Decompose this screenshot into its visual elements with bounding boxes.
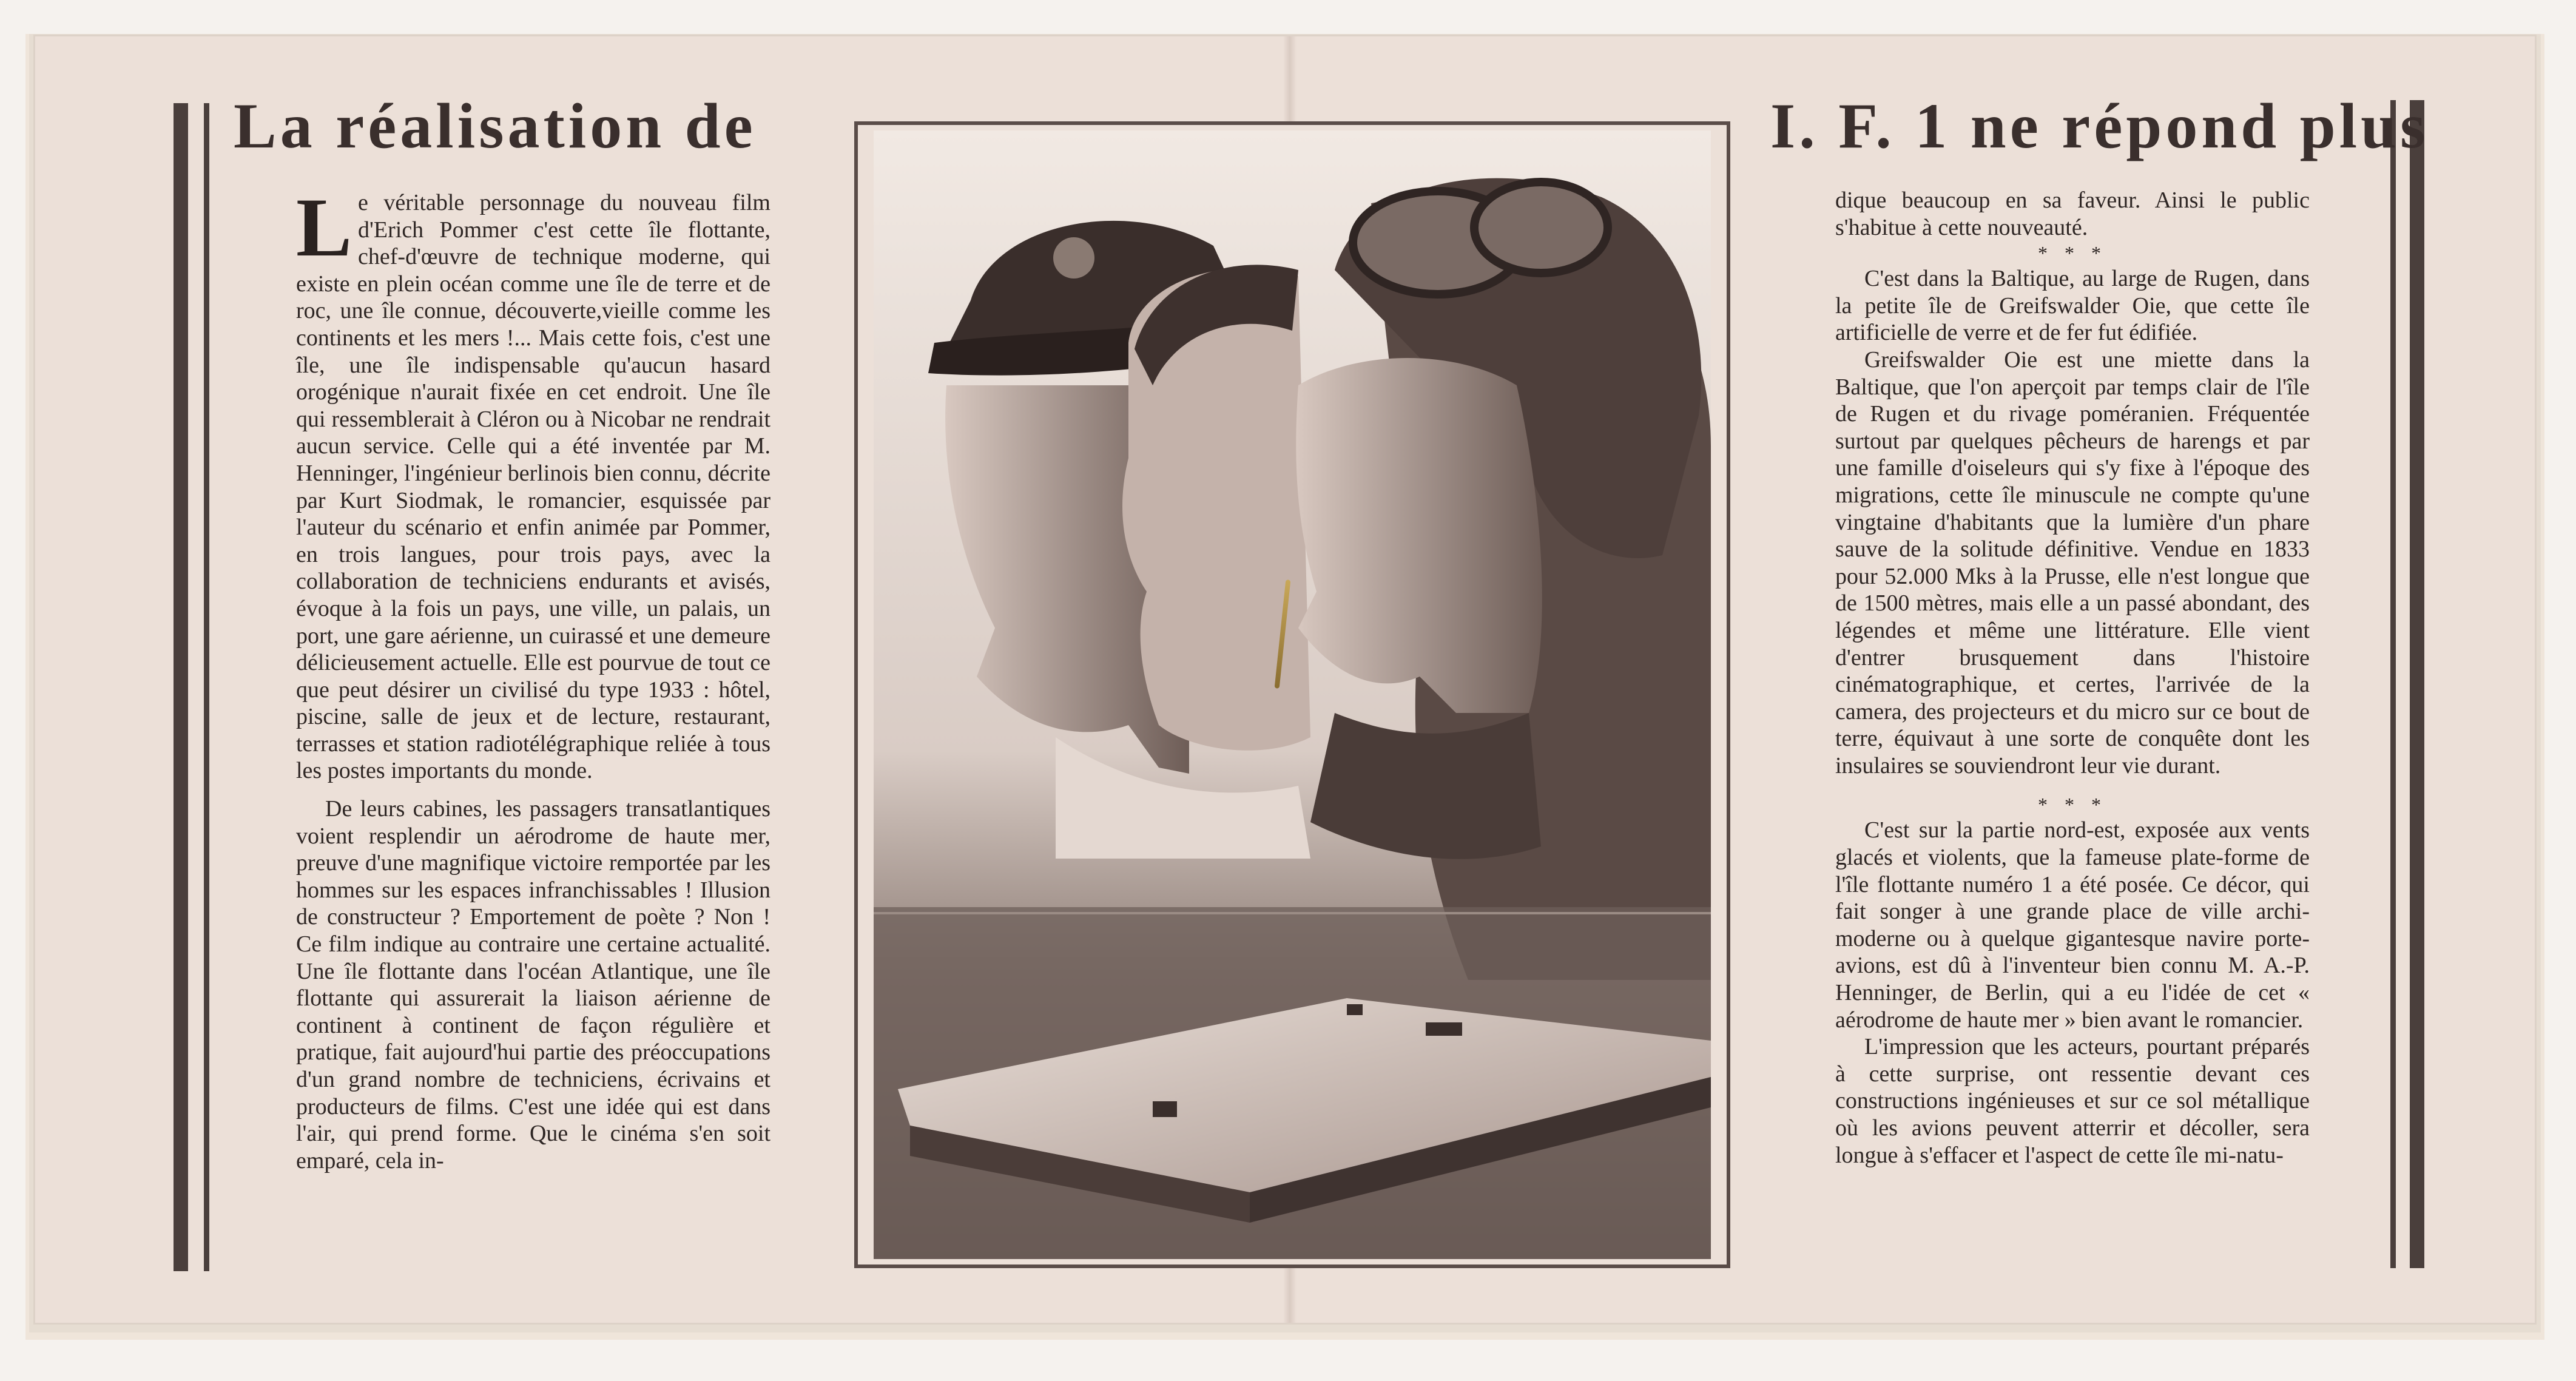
right-text-column [1835, 187, 2310, 1279]
right-paragraph-5: L'impression que les acteurs, pourtant préparés à cette surprise, ont ressentie devant ces constructions ingénieuses et sur ce sol métallique où les avions peuvent atterrir et décoller, sera longue à s'effacer et l'aspect de cette île mi-natu- [1835, 1034, 2310, 1168]
right-frame-bar-inner [2390, 100, 2396, 1268]
left-frame-bar-inner [204, 103, 209, 1271]
right-paragraph-2: C'est dans la Baltique, au large de Rugen, dans la petite île de Greifswalder Oie, que cette île artificielle de verre et de fer fut édifiée. [1835, 266, 2310, 346]
left-paragraph-2: De leurs cabines, les passagers transatlantiques voient resplendir un aérodrome de haute mer, preuve d'une magnifique victoire remportée par les hommes sur les espaces infranchissables ! Illusion de constructeur ? Emportement de poète ? Non ! Ce film indique au contraire une certaine actualité. Une île flottante dans l'océan Atlantique, une île flottante qui assurerait la liaison aérienne de continent à continent de façon régulière et pratique, fait aujourd'hui partie des préoccupations d'un grand nombre de techniciens, écrivains et producteurs de films. C'est une idée qui est dans l'air, qui prend forme. Que le cinéma s'en soit emparé, cela in- [296, 796, 770, 1173]
title-left: La réalisation de [234, 90, 757, 161]
left-paragraph-1 [296, 181, 770, 785]
film-still-photo [874, 130, 1711, 1259]
drop-cap: L [296, 181, 352, 274]
title-right: I. F. 1 ne répond plus [1770, 90, 2429, 161]
section-separator-1: * * * [2038, 242, 2107, 265]
left-frame-bar-outer [174, 103, 188, 1271]
right-paragraph-3: Greifswalder Oie est une miette dans la Baltique, que l'on aperçoit par temps clair de l'île de Rugen et du rivage poméranien. Fréquentée surtout par quelques pêcheurs de harengs et par une famille d'oiseleurs qui s'y fixe à l'époque des migrations, cette île minuscule ne compte qu'une vingtaine d'habitants que la lumière d'un phare sauve de la solitude définitive. Vendue en 1833 pour 52.000 Mks à la Prusse, elle n'est longue que de 1500 mètres, mais elle a un passé abondant, des légendes et même une littérature. Elle vient d'entrer brusquement dans l'histoire cinématographique, et certes, l'arrivée de la camera, des projecteurs et du micro sur ce bout de terre, équivaut à une sorte de conquête dont les insulaires se souviendront leur vie durant. [1835, 346, 2310, 778]
left-text-column [296, 181, 770, 1281]
right-frame-bar-outer [2410, 100, 2424, 1268]
left-paragraph-1-text: e véritable personnage du nouveau film d'Erich Pommer c'est cette île flottante, chef-d'œuvre de technique moderne, qui existe en plein océan comme une île de terre et de roc, une île connue, découverte,vieille comme les continents et les mers !... Mais cette fois, c'est une île, une île indispensable qu'aucun hasard orogénique n'aurait fixée en cet endroit. Une île qui ressemblerait à Cléron ou à Nicobar ne rendrait aucun service. Celle qui a été inventée par M. Henninger, l'ingénieur berlinois bien connu, décrite par Kurt Siodmak, le romancier, esquissée par l'auteur du scénario et enfin animée par Pommer, en trois langues, pour trois pays, avec la collaboration de techniciens endurants et avisés, évoque à la fois un pays, une ville, un palais, un port, une gare aérienne, un cuirassé et une demeure délicieusement actuelle. Elle est pourvue de tout ce que peut désirer un civilisé du type 1933 : hôtel, piscine, salle de jeux et de lecture, restaurant, terrasses et station radiotélégraphique reliée à tous les postes importants du monde. [296, 190, 770, 784]
film-still-illustration [874, 130, 1711, 1259]
section-separator-2: * * * [2038, 794, 2107, 816]
right-paragraph-4: C'est sur la partie nord-est, exposée aux vents glacés et violents, que la fameuse plate-forme de l'île flottante numéro 1 a été posée. Ce décor, qui fait songer à une grande place de ville archi-moderne ou à quelque gigantesque navire porte-avions, est dû à l'inventeur bien connu M. A.-P. Henninger, de Berlin, qui a eu l'idée de cet « aérodrome de haute mer » bien avant le romancier. [1835, 817, 2310, 1033]
right-paragraph-1: dique beaucoup en sa faveur. Ainsi le public s'habitue à cette nouveauté. [1835, 187, 2310, 240]
